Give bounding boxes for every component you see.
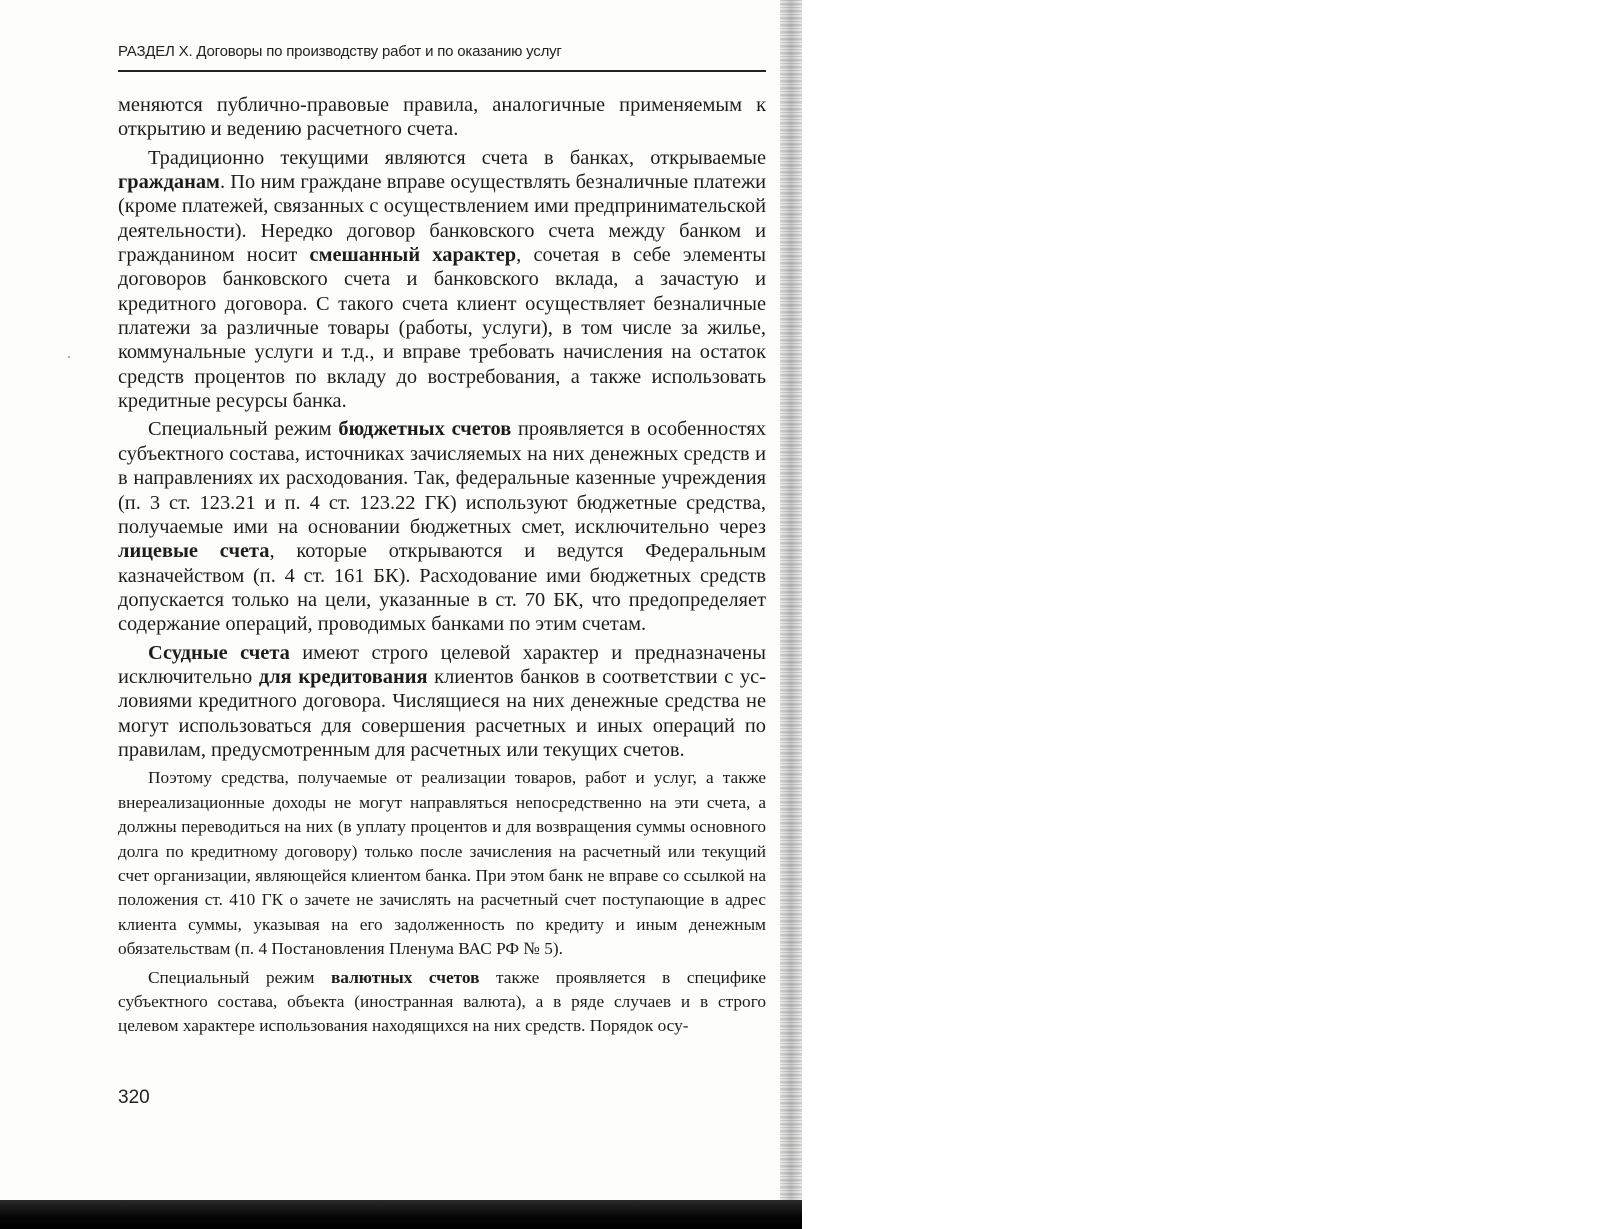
body-text [118, 93, 766, 1039]
bold-term-currency-accounts: валютных счетов [330, 967, 480, 987]
book-gutter-shadow [780, 0, 802, 1200]
text-run: имеют строго целевой характер и предназначены исключительно [118, 641, 766, 688]
text-run: . По ним граждане вправе осуществлять безналичные платежи (кроме платежей, связанных с осуществлением ими предпринимательской деятельности). Нередко договор банковского счета между банком и гражданином носит [118, 171, 766, 267]
text-run: , которые открываются и ведутся Федеральным казначейством (п. 4 ст. 161 БК). Расходование ими бюджетных средств допускается только на цели, указанные в ст. 70 БК, что предопределяет содержание операций, проводимых банками по этим счетам. [118, 540, 766, 636]
text-run: проявляется в особенностях субъектного состава, источниках зачисляемых на них денежных средств и в направлениях их расходования. Так, федеральные казенные учреждения (п. 3 ст. 123.21 и п. 4 ст. 123.22 ГК) используют бюджетные средства, получаемые ими на основании бюджетных смет, исключительно через [118, 418, 767, 538]
paragraph-small-print: Поэтому средства, получаемые от реализации товаров, работ и услуг, а также внереализационные доходы не могут направляться непосредственно на эти счета, а должны переводиться на них (в уплату процентов и для возвращения суммы основного долга по кредитному договору) только после зачисления на расчетный или текущий счет организации, являющейся клиентом банка. При этом банк не вправе со ссылкой на положения ст. 410 ГК о зачете не зачислять на расчетный счет поступающие в адрес клиента суммы, указывая на его задолженность по кредиту и иным денежным обязательствам (п. 4 Постановления Пленума ВАС РФ № 5). [118, 768, 766, 959]
text-run: , сочетая в себе элементы договоров банковского счета и банковского вклада, а зачастую и кредитного договора. С такого счета клиент осуществляет безналичные платежи за различные товары (работы, услуги), в том числе за жилье, коммунальные услуги и т.д., и вправе требовать начисления на остаток средств процентов по вкладу до востребования, а также использовать кредитные ресурсы банка. [118, 244, 766, 413]
paragraph-loan-accounts [118, 641, 766, 763]
text-run: Специальный режим [148, 967, 331, 987]
bold-term-budget-accounts: бюджетных счетов [338, 418, 512, 441]
text-run: Специальный режим [148, 418, 339, 441]
bold-term-for-crediting: для кредитования [258, 665, 428, 688]
paragraph-currency-accounts [118, 966, 766, 1039]
bold-term-loan-accounts: Ссудные счета [148, 641, 290, 664]
text-run: также проявляется в специфике субъектного состава, объекта (иностранная валюта), а в ряде случаев и в строго целевом характере использования находящихся на них средств. Порядок осу- [118, 967, 767, 1036]
bold-term-personal-accounts: лицевые счета [118, 540, 270, 563]
bold-term-mixed-character: смешанный характер [309, 244, 517, 267]
scan-speck [68, 356, 70, 358]
text-run: Традиционно текущими являются счета в банках, открываемые [148, 146, 766, 169]
bold-term-citizens: гражданам [118, 171, 220, 194]
page-number: 320 [118, 1087, 150, 1108]
paragraph-budget-accounts [118, 417, 766, 636]
paragraph-continuation: меняются публично-правовые правила, аналогичные применяемым к открытию и ведению расчетного счета. [118, 94, 766, 141]
paragraph-current-accounts [118, 146, 766, 414]
scan-bottom-edge [0, 1200, 802, 1229]
text-run: клиентов банков в соответствии с условиями кредитного договора. Числящиеся на них денежные средства не могут использоваться для совершения расчетных и иных операций по правилам, предусмотренным для расчетных или текущих счетов. [118, 665, 766, 761]
running-header: РАЗДЕЛ X. Договоры по производству работ и по оказанию услуг [118, 42, 766, 72]
